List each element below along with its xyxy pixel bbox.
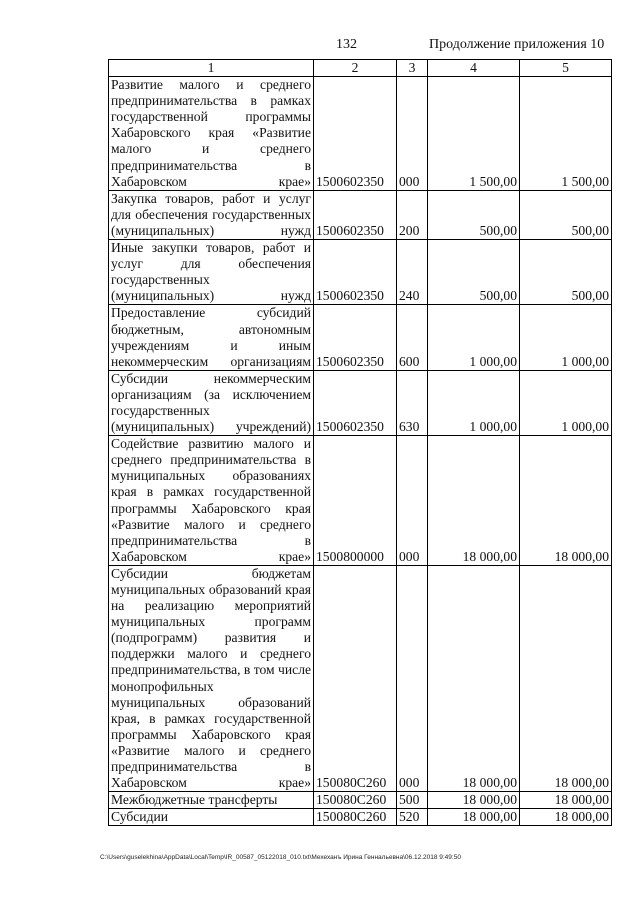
table-row — [109, 436, 612, 566]
row-amount-2: 18 000,00 — [520, 436, 612, 566]
table-row — [109, 240, 612, 305]
row-amount-2: 1 500,00 — [520, 77, 612, 191]
table-row — [109, 370, 612, 435]
row-amount-1: 1 000,00 — [428, 305, 520, 370]
column-header: 1 — [109, 60, 314, 77]
row-code: 1500602350 — [314, 77, 397, 191]
row-code: 1500602350 — [314, 305, 397, 370]
row-name: Содействие развитию малого и среднего предпринимательства в муниципальных образованиях края в рамках государственной программы Хабаровского края «Развитие малого и среднего предпринимательства в Хабаровском крае» — [109, 436, 314, 566]
column-header: 3 — [397, 60, 428, 77]
page-number: 132 — [336, 37, 357, 52]
table-row — [109, 190, 612, 239]
row-amount-1: 1 000,00 — [428, 370, 520, 435]
row-amount-1: 500,00 — [428, 240, 520, 305]
row-kvr: 500 — [397, 792, 428, 809]
table-row — [109, 565, 612, 791]
row-name: Предоставление субсидий бюджетным, автономным учреждениям и иным некоммерческим организациям — [109, 305, 314, 370]
row-code: 1500602350 — [314, 190, 397, 239]
row-amount-1: 18 000,00 — [428, 565, 520, 791]
row-amount-2: 18 000,00 — [520, 565, 612, 791]
column-header: 4 — [428, 60, 520, 77]
row-name: Субсидии — [109, 809, 314, 826]
row-kvr: 520 — [397, 809, 428, 826]
row-amount-1: 18 000,00 — [428, 809, 520, 826]
table-row — [109, 77, 612, 191]
row-code: 150080С260 — [314, 565, 397, 791]
row-kvr: 000 — [397, 436, 428, 566]
row-code: 1500602350 — [314, 370, 397, 435]
row-kvr: 240 — [397, 240, 428, 305]
row-code: 150080С260 — [314, 809, 397, 826]
budget-table — [108, 59, 612, 826]
row-amount-1: 1 500,00 — [428, 77, 520, 191]
row-amount-1: 18 000,00 — [428, 792, 520, 809]
row-name: Закупка товаров, работ и услуг для обеспечения государственных (муниципальных) нужд — [109, 190, 314, 239]
row-amount-2: 18 000,00 — [520, 792, 612, 809]
row-kvr: 000 — [397, 565, 428, 791]
row-name: Субсидии некоммерческим организациям (за исключением государственных (муниципальных) учреждений) — [109, 370, 314, 435]
row-name: Развитие малого и среднего предпринимательства в рамках государственной программы Хабаровского края «Развитие малого и среднего предпринимательства в Хабаровском крае» — [109, 77, 314, 191]
row-kvr: 200 — [397, 190, 428, 239]
row-code: 1500602350 — [314, 240, 397, 305]
appendix-label: Продолжение приложения 10 — [429, 37, 605, 52]
row-name: Межбюджетные трансферты — [109, 792, 314, 809]
row-code: 150080С260 — [314, 792, 397, 809]
table-row — [109, 792, 612, 809]
file-path-footer: C:\Users\guselekhina\AppData\Local\Temp\IR_00587_05122018_010.txt\Мехеханъ Ирина Геннальевна\06.12.2018 9:49:50 — [100, 854, 461, 861]
table-row — [109, 809, 612, 826]
row-kvr: 000 — [397, 77, 428, 191]
row-amount-2: 500,00 — [520, 240, 612, 305]
row-amount-2: 18 000,00 — [520, 809, 612, 826]
row-name: Иные закупки товаров, работ и услуг для обеспечения государственных (муниципальных) нужд — [109, 240, 314, 305]
row-name: Субсидии бюджетам муниципальных образований края на реализацию мероприятий муниципальных программ (подпрограмм) развития и поддержки малого и среднего предпринимательства, в том числе монопрофильных муниципальных образований края, в рамках государственной программы Хабаровского края «Развитие малого и среднего предпринимательства в Хабаровском крае» — [109, 565, 314, 791]
row-kvr: 600 — [397, 305, 428, 370]
row-code: 1500800000 — [314, 436, 397, 566]
column-header: 2 — [314, 60, 397, 77]
row-amount-1: 500,00 — [428, 190, 520, 239]
row-amount-2: 1 000,00 — [520, 305, 612, 370]
row-amount-2: 1 000,00 — [520, 370, 612, 435]
table-row — [109, 305, 612, 370]
column-header: 5 — [520, 60, 612, 77]
table-header-row — [109, 60, 612, 77]
row-amount-1: 18 000,00 — [428, 436, 520, 566]
row-amount-2: 500,00 — [520, 190, 612, 239]
row-kvr: 630 — [397, 370, 428, 435]
